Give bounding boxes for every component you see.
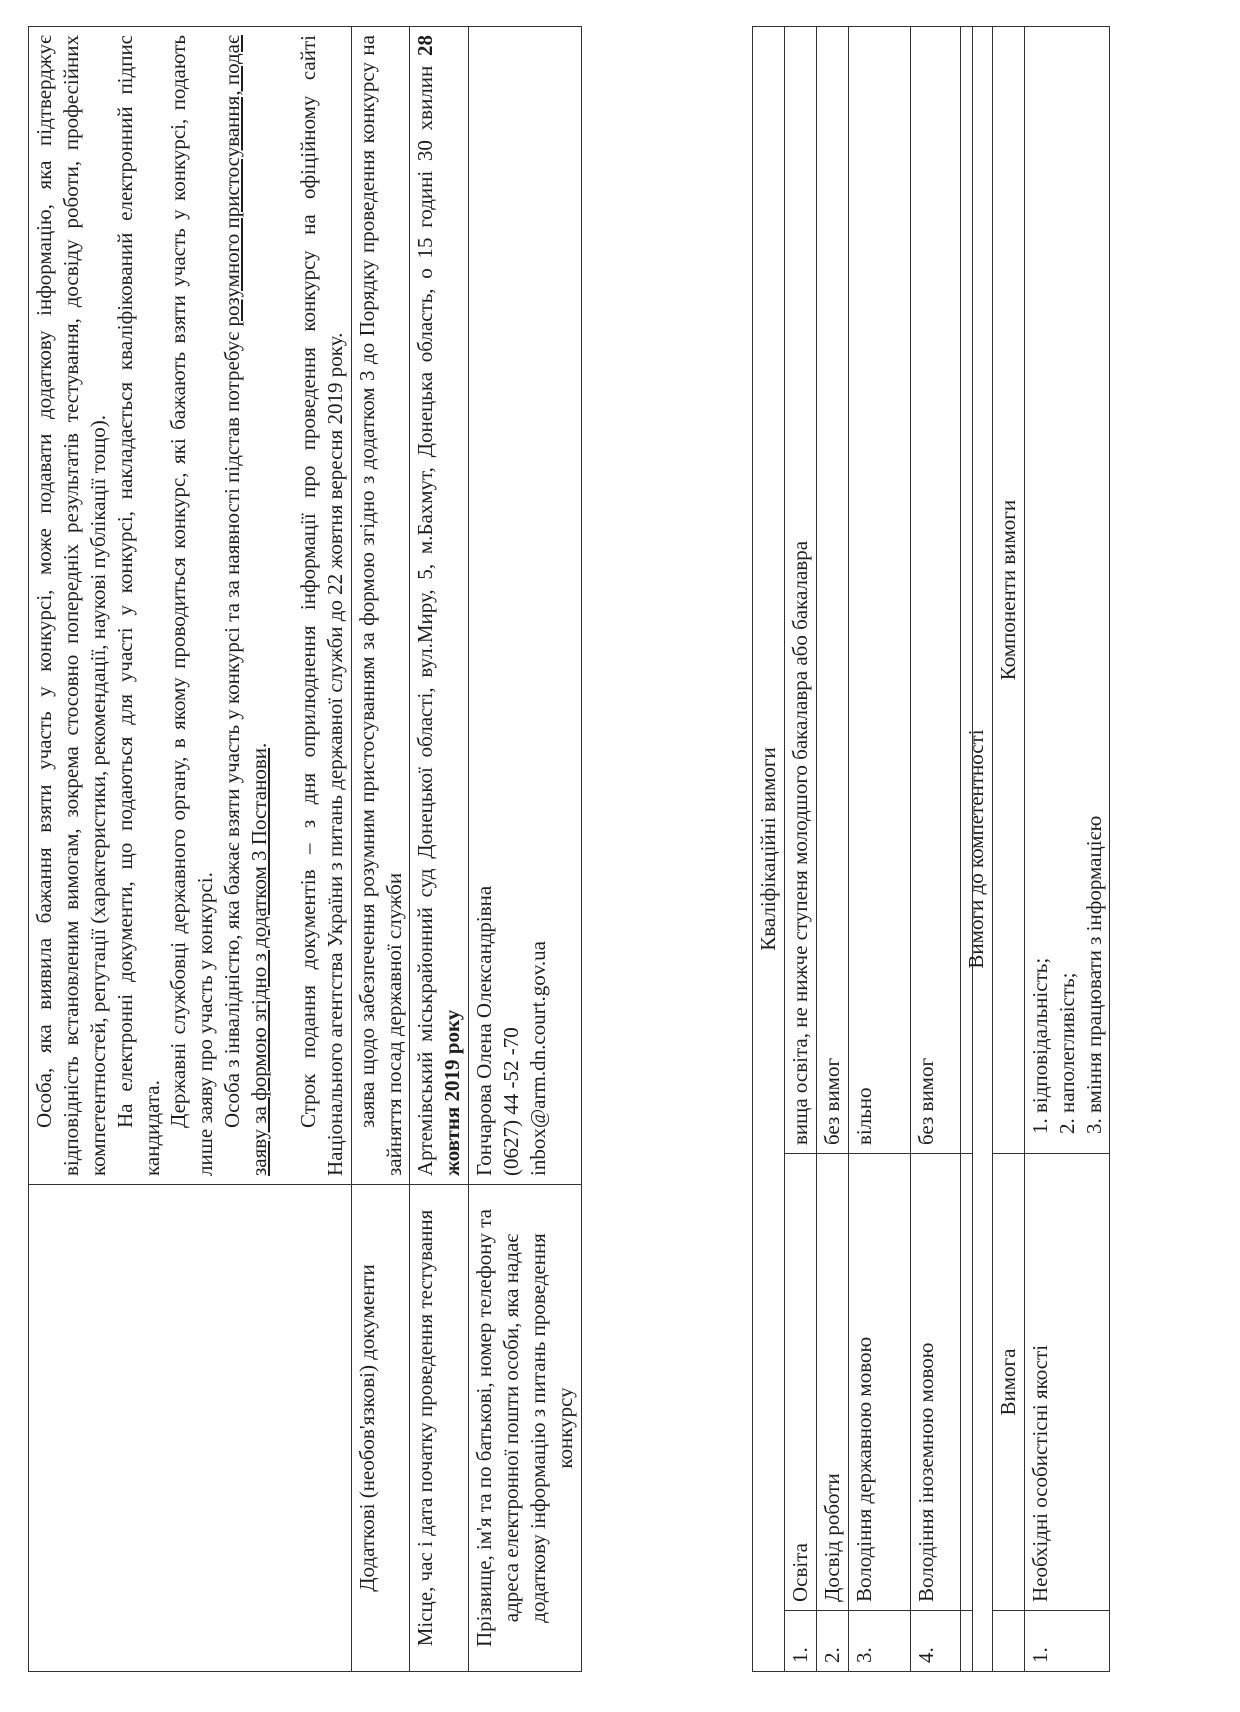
- table-row: [753, 27, 785, 1672]
- row-value: [469, 27, 582, 1185]
- contact-name: Гончарова Олена Олександрівна: [472, 885, 497, 1176]
- row-label: Місце, час і дата початку проведення тестування: [410, 1185, 469, 1672]
- row-number: 2.: [816, 1611, 848, 1672]
- list-item: 3. вміння працювати з інформацією: [1081, 35, 1108, 1113]
- section-header: Вимоги до компетентності: [961, 27, 993, 1672]
- table-row: [29, 27, 352, 1672]
- table-row: [410, 27, 469, 1672]
- paragraph-text: .: [247, 742, 271, 749]
- table-row: [848, 27, 910, 1672]
- requirement: Досвід роботи: [816, 1154, 848, 1611]
- row-value: [351, 27, 410, 1185]
- paragraph: Державні службовці державного органу, в якому проводиться конкурс, які бажають взяти участь у конкурсі, подають лише заяву про участь у конкурсі.: [166, 35, 218, 1176]
- table-row: [351, 27, 410, 1672]
- requirement: Освіта: [784, 1154, 816, 1611]
- paragraph: [219, 35, 273, 1176]
- empty-label-cell: [29, 1185, 352, 1672]
- table-row: [469, 27, 582, 1672]
- column-header: Компоненти вимоги: [992, 27, 1024, 1154]
- paragraph: На електронні документи, що подаються для участі у конкурсі, накладається кваліфікований електронний підпис кандидата.: [112, 35, 164, 1176]
- table-row: [816, 27, 848, 1672]
- row-number: 3.: [848, 1611, 910, 1672]
- paragraph-text: Особа з інвалідністю, яка бажає взяти участь у конкурсі та за наявності підстав потребує: [220, 326, 245, 1128]
- contact-email: inbox@arm.dn.court.gov.ua: [525, 941, 550, 1176]
- paragraph-text: Артемівський міськрайонний суд Донецької області, вул.Миру, 5, м.Бахмут, Донецька область, о 15 годині 30 хвилин: [413, 56, 438, 1176]
- column-header: Вимога: [992, 1154, 1024, 1611]
- empty-cell: [992, 1611, 1024, 1672]
- requirement-value: без вимог: [816, 27, 848, 1154]
- table-row: [1024, 27, 1110, 1672]
- underlined-text: розумного пристосування, подає заяву за формою згідно з додатком 3 Постанови: [220, 35, 271, 1176]
- list-item: 1. відповідальність;: [1027, 35, 1054, 1113]
- contact-phone: (0627) 44 -52 -70: [499, 1027, 523, 1176]
- table-row: [961, 27, 993, 1672]
- table-row: [992, 27, 1024, 1672]
- qualification-table: [752, 26, 973, 1672]
- requirement-value: без вимог: [910, 27, 972, 1154]
- bold-date: 28 жовтня 2019 року: [413, 35, 465, 1176]
- row-number: 4.: [910, 1611, 972, 1672]
- requirement: Володіння державною мовою: [848, 1154, 910, 1611]
- table-row: [784, 27, 816, 1672]
- row-value: [410, 27, 469, 1185]
- requirement-value: вища освіта, не нижче ступеня молодшого бакалавра або бакалавра: [784, 27, 816, 1154]
- competition-info-table: [28, 26, 582, 1672]
- competence-table: [960, 26, 1110, 1672]
- row-label: Додаткові (необов'язкові) документи: [351, 1185, 410, 1672]
- row-number: 1.: [1024, 1611, 1110, 1672]
- row-label: Прізвище, ім'я та по батькові, номер телефону та адреса електронної пошти особи, яка надає додаткову інформацію з питань проведення конкурсу: [469, 1185, 582, 1672]
- requirement: Необхідні особистісні якості: [1024, 1154, 1110, 1611]
- additional-info-cell: [29, 27, 352, 1185]
- paragraph: заява щодо забезпечення розумним пристосуванням за формою згідно з додатком 3 до Порядку проведення конкурсу на зайняття посад державної служби: [354, 35, 406, 1176]
- requirement: Володіння іноземною мовою: [910, 1154, 972, 1611]
- paragraph: Строк подання документів – з дня оприлюднення інформації про проведення конкурсу на офіційному сайті Національного агентства України з питань державної служби до 22 жовтня вересня 2019 року.: [295, 35, 347, 1176]
- paragraph: Особа, яка виявила бажання взяти участь у конкурсі, може подавати додаткову інформацію, яка підтверджує відповідність встановленим вимогам, зокрема стосовно попередніх результатів тестування, досвіду роботи, професійних компетентностей, репутації (характеристики, рекомендації, наукові публікації тощо).: [32, 35, 110, 1176]
- list-item: 2. наполегливість;: [1054, 35, 1081, 1113]
- requirement-components: [1024, 27, 1110, 1154]
- section-header: Кваліфікаційні вимоги: [753, 27, 785, 1672]
- requirement-value: вільно: [848, 27, 910, 1154]
- row-number: 1.: [784, 1611, 816, 1672]
